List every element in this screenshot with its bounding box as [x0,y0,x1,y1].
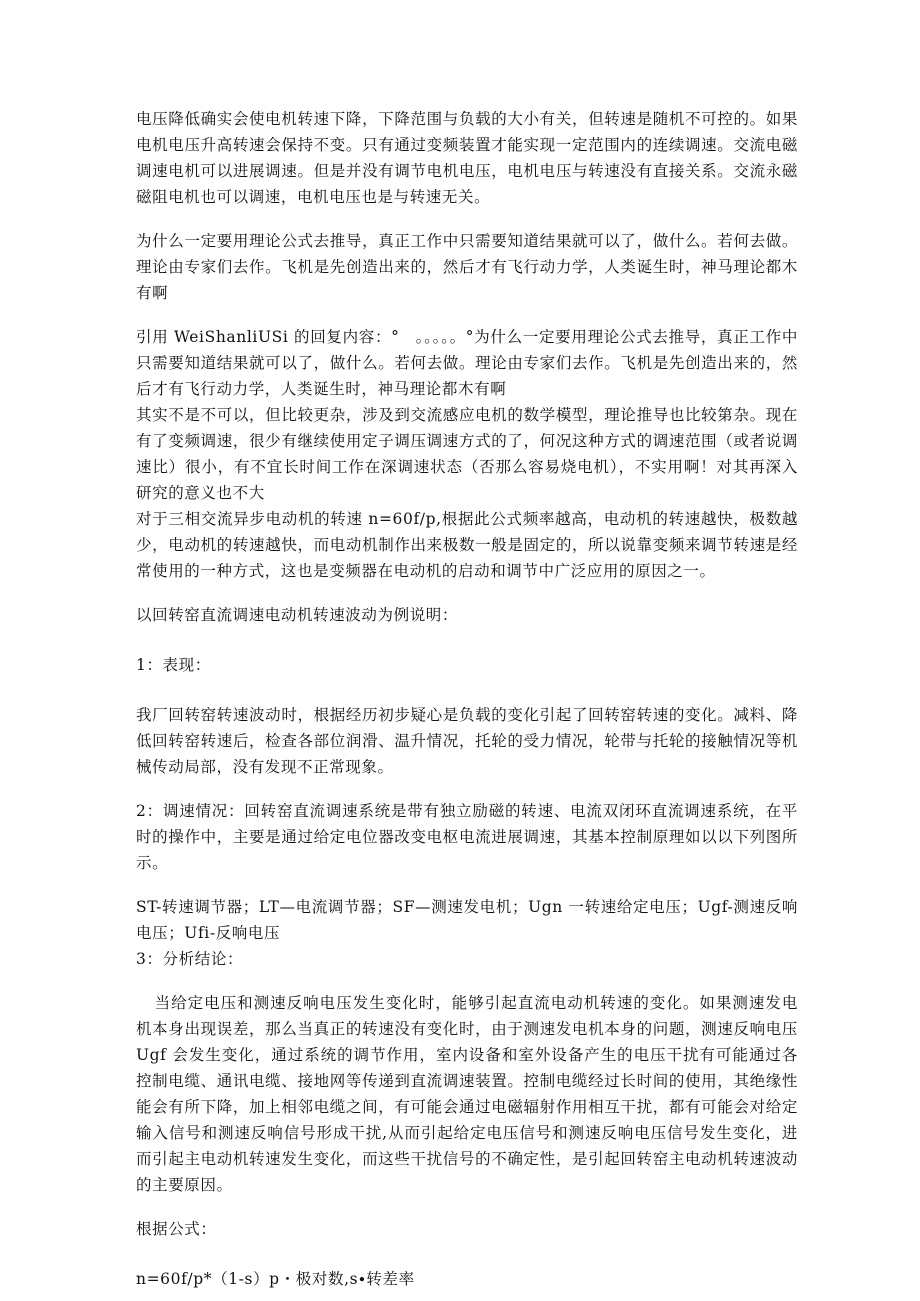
paragraph-formula: n=60f∕p*（1-s）p・极对数,s∙转差率 [136,1270,415,1288]
paragraph-quote-reply: 引用 WeiShanliUSi 的回复内容：° 。。。。。°为什么一定要用理论公式去推导，真正工作中只需要知道结果就可以了，做什么。若何去做。理论由专家们去作。飞机是先创造出来的，然后才有飞行动力学，人类诞生时，神马理论都木有啊 [136,328,798,398]
section-heading-3: 3：分析结论： [136,950,244,968]
section-heading-1: 1：表现： [136,656,211,674]
paragraph-speed-control: 2：调速情况：回转窑直流调速系统是带有独立励磁的转速、电流双闭环直流调速系统，在平时的操作中，主要是通过给定电位器改变电枢电流进展调速，其基本控制原理如以以下列图所示。 [136,802,798,872]
paragraph-conclusion: 当给定电压和测速反响电压发生变化时，能够引起直流电动机转速的变化。如果测速发电机本身出现误差，那么当真正的转速没有变化时，由于测速发电机本身的问题，测速反响电压 Ugf 会发生变化，通过系统的调节作用，室内设备和室外设备产生的电压干扰有可能通过各控制电缆、通讯电缆、接地网等传递到直流调速装置。控制电缆经过长时间的使用，其绝缘性能会有所下降，加上相邻电缆之间，有可能会通过电磁辐射作用相互干扰，都有可能会对给定输入信号和测速反响信号形成干扰,从而引起给定电压信号和测速反响电压信号发生变化，进而引起主电动机转速发生变化，而这些干扰信号的不确定性，是引起回转窑主电动机转速波动的主要原因。 [136,994,798,1194]
paragraph-why-theory: 为什么一定要用理论公式去推导，真正工作中只需要知道结果就可以了，做什么。若何去做。理论由专家们去作。飞机是先创造出来的，然后才有飞行动力学，人类诞生时，神马理论都木有啊 [136,232,798,302]
paragraph-voltage-speed: 电压降低确实会使电机转速下降，下降范围与负载的大小有关，但转速是随机不可控的。如果电机电压升高转速会保持不变。只有通过变频装置才能实现一定范围内的连续调速。交流电磁调速电机可以进展调速。但是并没有调节电机电压，电机电压与转速没有直接关系。交流永磁磁阻电机也可以调速，电机电压也是与转速无关。 [136,110,798,206]
paragraph-not-impossible: 其实不是不可以，但比较更杂，涉及到交流感应电机的数学模型，理论推导也比较第杂。现在有了变频调速，很少有继续使用定子调压调速方式的了，何况这种方式的调速范围（或者说调速比）很小，有不宜长时间工作在深调速状态（否那么容易烧电机），不实用啊！对其再深入研究的意义也不大 [136,406,798,502]
paragraph-symptoms: 我厂回转窑转速波动时，根据经历初步疑心是负载的变化引起了回转窑转速的变化。减料、降低回转窑转速后，检查各部位润滑、温升情况，托轮的受力情况，轮带与托轮的接触情况等机械传动局部，没有发现不正常现象。 [136,706,798,776]
paragraph-legend: ST-转速调节器；LT—电流调节器；SF—测速发电机；Ugn 一转速给定电压；Ugf-测速反响电压；Ufi-反响电压 [136,898,798,942]
document-page [136,106,798,1292]
paragraph-example-intro: 以回转窑直流调速电动机转速波动为例说明： [136,606,459,624]
paragraph-formula-label: 根据公式： [136,1220,217,1238]
paragraph-speed-formula: 对于三相交流异步电动机的转速 n=60f∕p,根据此公式频率越高，电动机的转速越快，极数越少，电动机的转速越快，而电动机制作出来极数一般是固定的，所以说靠变频来调节转速是经常使用的一种方式，这也是变频器在电动机的启动和调节中广泛应用的原因之一。 [136,510,798,580]
